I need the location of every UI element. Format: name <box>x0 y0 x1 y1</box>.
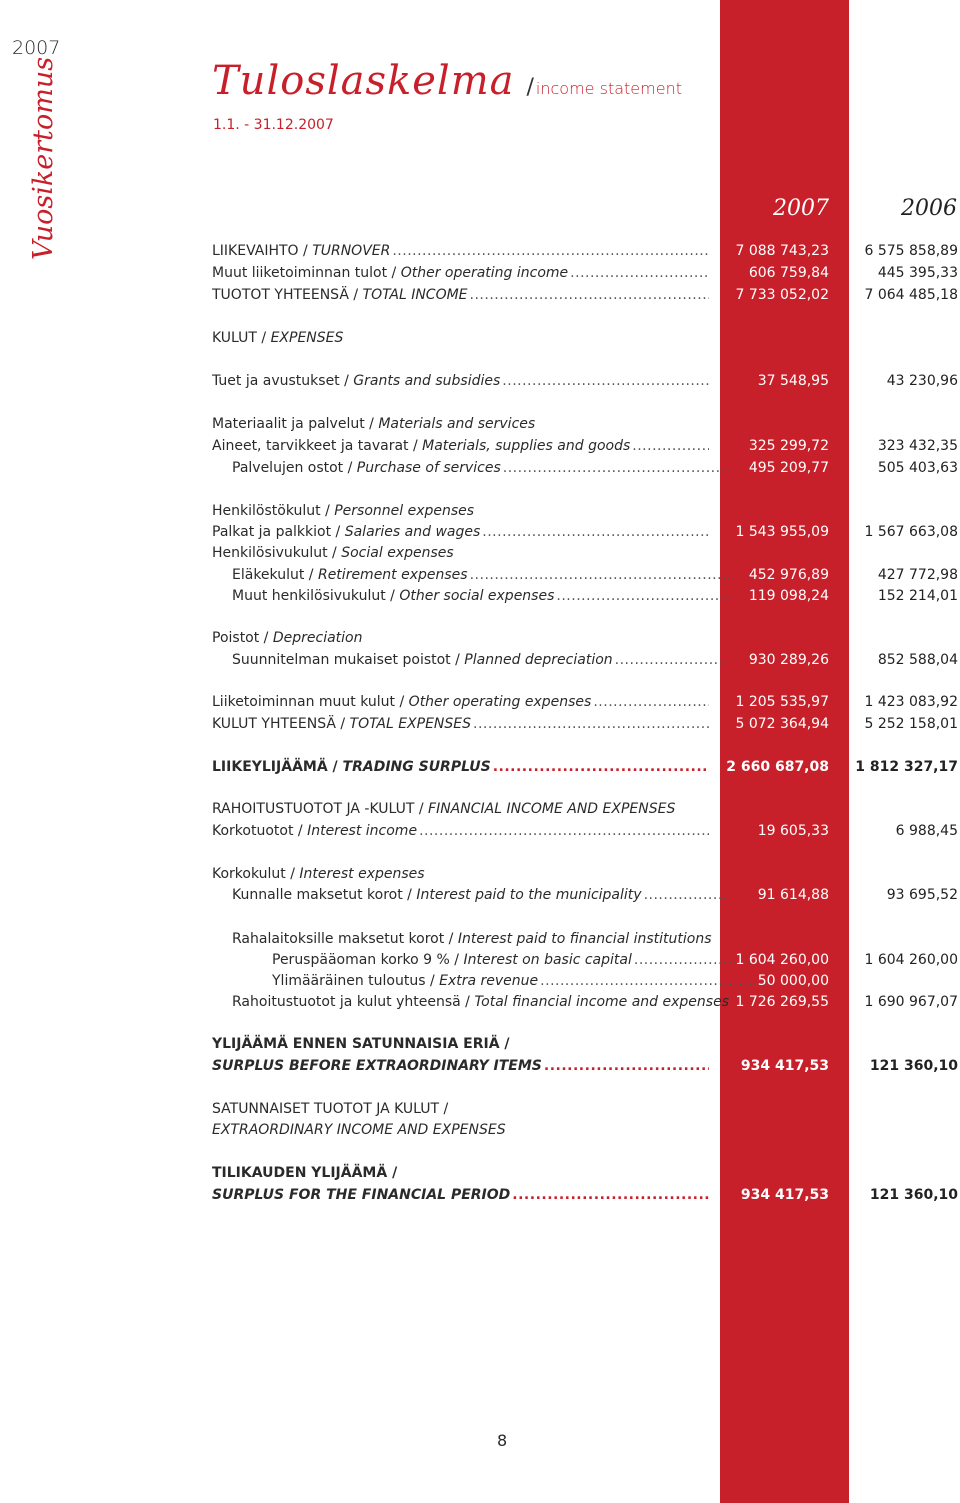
row-planned-depreciation: Suunnitelman mukaiset poistot / Planned depreciation ..... 930 289,26 852 588,04 <box>212 650 958 670</box>
section-financial: RAHOITUSTUOTOT JA -KULUT / FINANCIAL INCOME AND EXPENSES <box>212 801 676 817</box>
value-2006: 1 423 083,92 <box>864 694 958 710</box>
section-depreciation: Poistot / Depreciation <box>212 630 363 646</box>
row-period-surplus: SURPLUS FOR THE FINANCIAL PERIOD ..... 934 417,53 121 360,10 <box>212 1185 958 1205</box>
section-interest-expenses: Korkokulut / Interest expenses <box>212 866 425 882</box>
value-2006: 1 812 327,17 <box>855 759 958 775</box>
side-year: 2007 <box>12 37 61 59</box>
row-turnover: LIIKEVAIHTO / TURNOVER ..... 7 088 743,23 6 575 858,89 <box>212 241 958 261</box>
side-label-annual-report: Vuosikertomus <box>28 56 59 260</box>
row-surplus-before: SURPLUS BEFORE EXTRAORDINARY ITEMS ..... 934 417,53 121 360,10 <box>212 1056 958 1076</box>
value-2006: 445 395,33 <box>877 265 958 281</box>
value-2006: 1 690 967,07 <box>864 994 958 1010</box>
value-2006: 6 575 858,89 <box>864 243 958 259</box>
value-2006: 7 064 485,18 <box>864 287 958 303</box>
value-2006: 121 360,10 <box>869 1187 958 1203</box>
value-2006: 6 988,45 <box>895 823 958 839</box>
row-interest-income: Korkotuotot / Interest income ..... 19 605,33 6 988,45 <box>212 821 958 841</box>
value-2006: 5 252 158,01 <box>864 716 958 732</box>
value-2007: 50 000,00 <box>757 973 829 989</box>
title-finnish: Tuloslaskelma <box>212 58 515 104</box>
red-column-band <box>720 0 849 1503</box>
section-extraordinary-fi: SATUNNAISET TUOTOT JA KULUT / <box>212 1101 449 1117</box>
value-2006: 1 567 663,08 <box>864 524 958 540</box>
value-2006: 427 772,98 <box>877 567 958 583</box>
section-social: Henkilösivukulut / Social expenses <box>212 545 454 561</box>
value-2006: 505 403,63 <box>877 460 958 476</box>
value-2006: 93 695,52 <box>886 887 958 903</box>
row-total-expenses: KULUT YHTEENSÄ / TOTAL EXPENSES ..... 5 072 364,94 5 252 158,01 <box>212 714 958 734</box>
section-period-surplus-fi: TILIKAUDEN YLIJÄÄMÄ / <box>212 1165 398 1181</box>
section-expenses: KULUT / EXPENSES <box>212 330 344 346</box>
row-trading-surplus: LIIKEYLIJÄÄMÄ / TRADING SURPLUS ..... 2 660 687,08 1 812 327,17 <box>212 757 958 777</box>
page-number: 8 <box>497 1431 508 1450</box>
value-2006: 121 360,10 <box>869 1058 958 1074</box>
row-interest-municipality: Kunnalle maksetut korot / Interest paid to the municipality ..... 91 614,88 93 695,52 <box>212 885 958 905</box>
section-materials: Materiaalit ja palvelut / Materials and services <box>212 416 536 432</box>
row-grants: Tuet ja avustukset / Grants and subsidies ..... 37 548,95 43 230,96 <box>212 371 958 391</box>
value-2007: 606 759,84 <box>748 265 829 281</box>
value-2007: 934 417,53 <box>740 1187 829 1203</box>
value-2007: 2 660 687,08 <box>726 759 829 775</box>
value-2006: 323 432,35 <box>877 438 958 454</box>
value-2007: 7 733 052,02 <box>735 287 829 303</box>
row-supplies: Aineet, tarvikkeet ja tavarat / Materials, supplies and goods ..... 325 299,72 323 432,35 <box>212 436 958 456</box>
value-2007: 930 289,26 <box>748 652 829 668</box>
section-extraordinary-en: EXTRAORDINARY INCOME AND EXPENSES <box>212 1122 506 1138</box>
value-2007: 1 205 535,97 <box>735 694 829 710</box>
value-2007: 934 417,53 <box>740 1058 829 1074</box>
value-2007: 1 726 269,55 <box>735 994 829 1010</box>
value-2007: 7 088 743,23 <box>735 243 829 259</box>
period: 1.1. - 31.12.2007 <box>213 117 334 133</box>
value-2007: 119 098,24 <box>748 588 829 604</box>
section-personnel: Henkilöstökulut / Personnel expenses <box>212 503 475 519</box>
page-title <box>212 58 682 104</box>
value-2007: 1 604 260,00 <box>735 952 829 968</box>
row-salaries: Palkat ja palkkiot / Salaries and wages ..... 1 543 955,09 1 567 663,08 <box>212 522 958 542</box>
value-2007: 5 072 364,94 <box>735 716 829 732</box>
value-2007: 37 548,95 <box>757 373 829 389</box>
value-2006: 852 588,04 <box>877 652 958 668</box>
row-financial-total: Rahoitustuotot ja kulut yhteensä / Total financial income and expenses 1 726 269,55 1 690 967,07 <box>232 994 958 1010</box>
row-other-expenses: Liiketoiminnan muut kulut / Other operating expenses ..... 1 205 535,97 1 423 083,92 <box>212 692 958 712</box>
value-2007: 452 976,89 <box>748 567 829 583</box>
title-english: income statement <box>535 79 682 98</box>
value-2006: 1 604 260,00 <box>864 952 958 968</box>
row-purchase-of-services: Palvelujen ostot / Purchase of services ..... 495 209,77 505 403,63 <box>212 458 958 478</box>
row-extra-revenue: Ylimääräinen tuloutus / Extra revenue ..... 50 000,00 <box>212 971 958 991</box>
value-2007: 19 605,33 <box>757 823 829 839</box>
title-separator: / <box>526 75 534 100</box>
value-2006: 43 230,96 <box>886 373 958 389</box>
value-2007: 325 299,72 <box>748 438 829 454</box>
value-2007: 91 614,88 <box>757 887 829 903</box>
year-header-previous: 2006 <box>901 196 957 221</box>
row-retirement: Eläkekulut / Retirement expenses ..... 452 976,89 427 772,98 <box>212 565 958 585</box>
value-2006: 152 214,01 <box>877 588 958 604</box>
year-header-current: 2007 <box>773 196 829 221</box>
value-2007: 495 209,77 <box>748 460 829 476</box>
row-other-social: Muut henkilösivukulut / Other social expenses ..... 119 098,24 152 214,01 <box>212 586 958 606</box>
row-other-income: Muut liiketoiminnan tulot / Other operating income ..... 606 759,84 445 395,33 <box>212 263 958 283</box>
section-surplus-before-fi: YLIJÄÄMÄ ENNEN SATUNNAISIA ERIÄ / <box>212 1036 510 1052</box>
row-total-income: TUOTOT YHTEENSÄ / TOTAL INCOME ..... 7 733 052,02 7 064 485,18 <box>212 285 958 305</box>
row-basic-capital: Peruspääoman korko 9 % / Interest on basic capital ..... 1 604 260,00 1 604 260,00 <box>212 950 958 970</box>
section-interest-financial: Rahalaitoksille maksetut korot / Interest paid to financial institutions <box>232 931 712 947</box>
value-2007: 1 543 955,09 <box>735 524 829 540</box>
